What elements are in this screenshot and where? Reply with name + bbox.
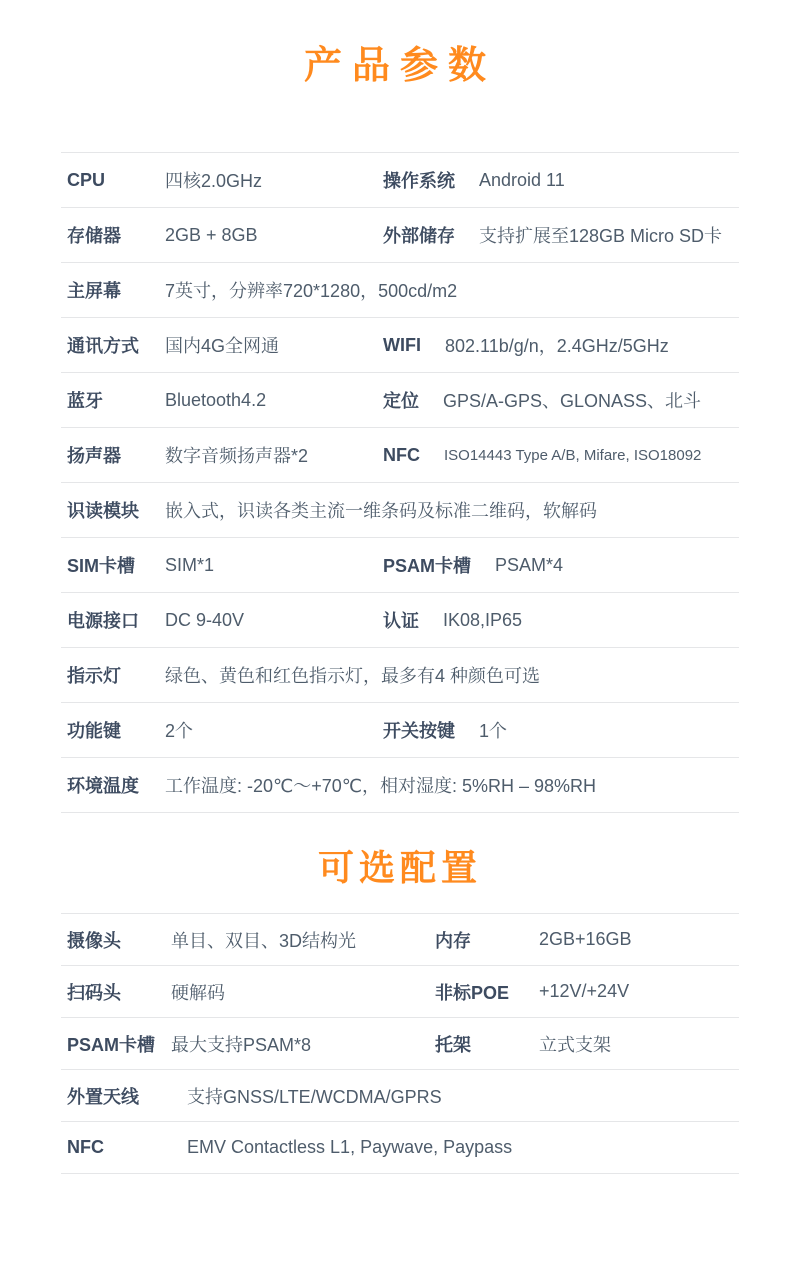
spec-value: 绿色、黄色和红色指示灯，最多有4 种颜色可选 — [165, 666, 541, 686]
table-row — [61, 317, 739, 372]
optional-table — [61, 913, 739, 1174]
spec-label: 开关按键 — [383, 721, 455, 741]
table-row — [61, 1069, 739, 1121]
table-row — [61, 372, 739, 427]
table-row — [61, 427, 739, 482]
spec-value: 支持扩展至128GB Micro SD卡 — [479, 226, 723, 246]
spec-value: PSAM*4 — [495, 554, 564, 575]
spec-label: 电源接口 — [67, 611, 139, 631]
spec-value: 7英寸，分辨率720*1280，500cd/m2 — [165, 281, 458, 301]
spec-label: NFC — [383, 444, 420, 465]
spec-label: 非标POE — [435, 982, 510, 1003]
table-row — [61, 592, 739, 647]
spec-label: CPU — [67, 169, 106, 190]
spec-label: 功能键 — [67, 721, 121, 741]
spec-value: 立式支架 — [539, 1034, 611, 1055]
spec-label: 外置天线 — [67, 1086, 139, 1107]
spec-label: 操作系统 — [383, 171, 455, 191]
spec-value: 2GB + 8GB — [165, 224, 258, 245]
spec-value: 最大支持PSAM*8 — [171, 1034, 312, 1055]
spec-label: PSAM卡槽 — [67, 1034, 156, 1055]
table-row — [61, 913, 739, 965]
spec-value: 嵌入式，识读各类主流一维条码及标准二维码，软解码 — [165, 501, 597, 521]
spec-value: 2个 — [165, 721, 194, 741]
spec-label: 摄像头 — [67, 930, 121, 951]
spec-label: 认证 — [383, 611, 419, 631]
spec-value: 单目、双目、3D结构光 — [171, 930, 357, 951]
table-row — [61, 647, 739, 702]
table-row — [61, 702, 739, 757]
spec-value: IK08,IP65 — [443, 609, 523, 630]
spec-value: ISO14443 Type A/B, Mifare, ISO18092 — [444, 446, 702, 464]
spec-value: GPS/A-GPS、GLONASS、北斗 — [443, 391, 702, 411]
spec-value: Android 11 — [479, 169, 565, 190]
spec-label: 扬声器 — [67, 446, 121, 466]
table-row — [61, 537, 739, 592]
table-row — [61, 757, 739, 812]
spec-value: 国内4G全网通 — [165, 336, 280, 356]
table-row — [61, 152, 739, 207]
spec-value: 2GB+16GB — [539, 929, 632, 949]
table-row — [61, 965, 739, 1017]
spec-label: 内存 — [435, 930, 471, 951]
spec-value: 1个 — [479, 721, 508, 741]
spec-value: 数字音频扬声器*2 — [165, 446, 309, 466]
spec-label: 存储器 — [67, 226, 121, 246]
spec-label: 外部储存 — [383, 226, 455, 246]
spec-label: 扫码头 — [67, 982, 121, 1003]
spec-label: NFC — [67, 1137, 104, 1157]
section-title-optional: 可选配置 — [317, 847, 482, 888]
spec-value: DC 9-40V — [165, 609, 245, 630]
spec-label: WIFI — [383, 334, 421, 355]
table-row — [61, 262, 739, 317]
spec-value: Bluetooth4.2 — [165, 389, 267, 410]
spec-value: 工作温度: -20℃～+70℃，相对湿度: 5%RH – 98%RH — [165, 776, 597, 796]
spec-label: 指示灯 — [67, 666, 121, 686]
spec-label: PSAM卡槽 — [383, 556, 472, 576]
table-row — [61, 1017, 739, 1069]
spec-value: 支持GNSS/LTE/WCDMA/GPRS — [187, 1086, 442, 1107]
spec-label: 定位 — [383, 391, 419, 411]
spec-value: 硬解码 — [171, 982, 225, 1003]
spec-value: EMV Contactless L1, Paywave, Paypass — [187, 1137, 513, 1157]
spec-label: SIM卡槽 — [67, 556, 136, 576]
spec-value: 802.11b/g/n，2.4GHz/5GHz — [445, 336, 669, 356]
table-row — [61, 207, 739, 262]
spec-table — [61, 152, 739, 813]
spec-label: 通讯方式 — [67, 336, 139, 356]
spec-value: 四核2.0GHz — [165, 171, 263, 191]
page-title: 产品参数 — [303, 45, 496, 87]
table-row — [61, 1121, 739, 1173]
spec-label: 主屏幕 — [67, 281, 121, 301]
spec-label: 蓝牙 — [67, 391, 103, 411]
spec-value: +12V/+24V — [539, 981, 630, 1001]
spec-label: 托架 — [435, 1034, 471, 1055]
spec-label: 环境温度 — [67, 776, 139, 796]
table-row — [61, 482, 739, 537]
spec-value: SIM*1 — [165, 554, 215, 575]
spec-label: 识读模块 — [67, 501, 139, 521]
